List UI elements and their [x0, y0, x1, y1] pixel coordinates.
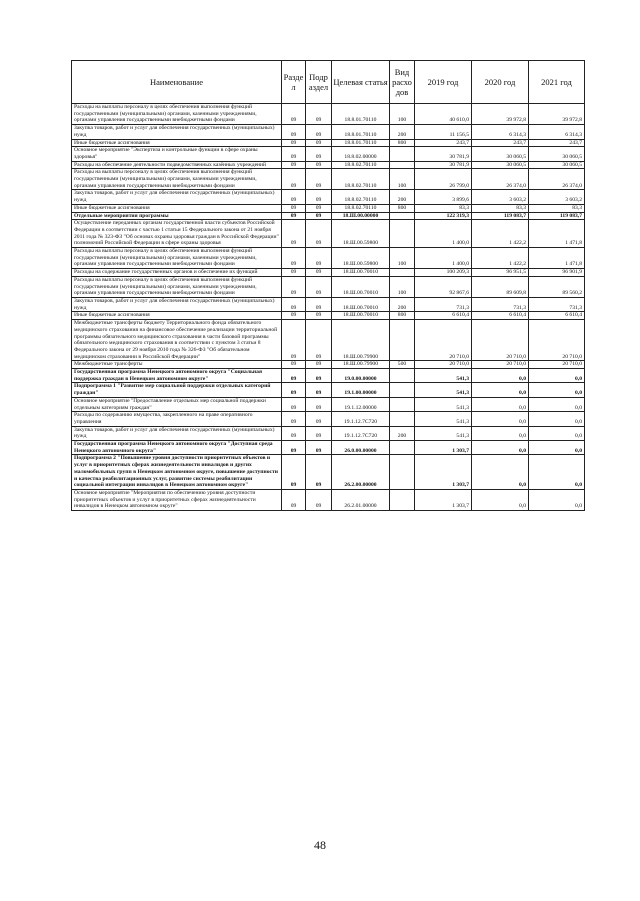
row-subsection: 09	[306, 161, 332, 169]
row-expense-type: 200	[390, 297, 415, 311]
row-value-2021: 0,0	[529, 441, 585, 455]
row-subsection: 09	[306, 220, 332, 248]
row-value-2020: 0,0	[472, 441, 529, 455]
row-section: 09	[282, 489, 306, 510]
row-name: Закупка товаров, работ и услуг для обеспечения государственных (муниципальных) нужд	[72, 190, 282, 204]
row-target-article: 18.8.02.70110	[332, 190, 390, 204]
row-expense-type: 200	[390, 426, 415, 440]
row-name: Межбюджетные трансферты	[72, 361, 282, 369]
row-value-2019: 541,3	[415, 397, 472, 411]
row-target-article: 18.8.01.70110	[332, 125, 390, 139]
row-target-article: 19.1.12.00000	[332, 397, 390, 411]
row-expense-type: 200	[390, 190, 415, 204]
row-value-2020: 1 422,2	[472, 248, 529, 269]
row-target-article: 18.8.02.70110	[332, 204, 390, 212]
table-row	[72, 397, 585, 411]
row-value-2020: 0,0	[472, 489, 529, 510]
row-value-2019: 541,3	[415, 383, 472, 397]
table-row	[72, 312, 585, 320]
row-value-2021: 731,3	[529, 297, 585, 311]
row-value-2020: 96 951,5	[472, 269, 529, 277]
row-section: 09	[282, 276, 306, 297]
row-target-article: 19.0.00.00000	[332, 369, 390, 383]
row-value-2021: 0,0	[529, 383, 585, 397]
row-expense-type: 100	[390, 248, 415, 269]
col-header-2021: 2021 год	[529, 61, 585, 104]
row-name: Межбюджетные трансферты бюджету Территориального фонда обязательного медицинского страхования на финансовое обеспечение реализации территориальной программы обязательного медицинского страхования в части базовой программы обязательного медицинского страхования в соответствии с пунктом 3 статьи 8 Федерального закона от 29 ноября 2010 года № 326-ФЗ "Об обязательном медицинском страховании в Российской Федерации"	[72, 320, 282, 361]
row-subsection: 09	[306, 269, 332, 277]
row-expense-type	[390, 455, 415, 490]
row-target-article: 18.Ш.00.59800	[332, 220, 390, 248]
row-subsection: 09	[306, 412, 332, 426]
row-value-2019: 30 781,9	[415, 161, 472, 169]
table-row	[72, 269, 585, 277]
row-expense-type	[390, 369, 415, 383]
row-value-2020: 731,3	[472, 297, 529, 311]
table-row	[72, 147, 585, 161]
row-target-article: 26.2.00.00000	[332, 455, 390, 490]
row-subsection: 09	[306, 190, 332, 204]
row-value-2020: 26 374,0	[472, 169, 529, 190]
row-subsection: 09	[306, 104, 332, 125]
row-value-2021: 30 060,5	[529, 147, 585, 161]
col-header-section: Разде л	[282, 61, 306, 104]
row-value-2020: 20 710,0	[472, 320, 529, 361]
row-section: 09	[282, 104, 306, 125]
row-value-2021: 6 314,3	[529, 125, 585, 139]
row-subsection: 09	[306, 169, 332, 190]
row-name: Отдельные мероприятия программы	[72, 212, 282, 220]
row-section: 09	[282, 248, 306, 269]
row-name: Расходы на выплаты персоналу в целях обеспечения выполнения функций государственными (муниципальными) органами, казенными учреждениями, органами управления государственными внебюджетными фондами	[72, 104, 282, 125]
row-subsection: 09	[306, 297, 332, 311]
col-header-target-article: Целевая статья	[332, 61, 390, 104]
row-section: 09	[282, 369, 306, 383]
row-value-2019: 541,3	[415, 369, 472, 383]
row-subsection: 09	[306, 147, 332, 161]
table-row	[72, 320, 585, 361]
row-expense-type: 100	[390, 276, 415, 297]
row-name: Иные бюджетные ассигнования	[72, 139, 282, 147]
row-section: 09	[282, 383, 306, 397]
table-row	[72, 297, 585, 311]
row-expense-type: 800	[390, 312, 415, 320]
row-subsection: 09	[306, 383, 332, 397]
row-subsection: 09	[306, 361, 332, 369]
row-expense-type: 100	[390, 169, 415, 190]
row-subsection: 09	[306, 125, 332, 139]
row-section: 09	[282, 361, 306, 369]
row-target-article: 18.Ш.00.70010	[332, 312, 390, 320]
table-row	[72, 204, 585, 212]
table-row	[72, 169, 585, 190]
row-expense-type: 200	[390, 125, 415, 139]
row-value-2019: 83,3	[415, 204, 472, 212]
row-expense-type: 800	[390, 204, 415, 212]
row-value-2020: 0,0	[472, 426, 529, 440]
row-name: Расходы на выплаты персоналу в целях обеспечения выполнения функций государственными (муниципальными) органами, казенными учреждениями, органами управления государственными внебюджетными фондами	[72, 169, 282, 190]
table-row	[72, 212, 585, 220]
col-header-name: Наименование	[72, 61, 282, 104]
row-target-article: 18.Ш.00.79900	[332, 361, 390, 369]
row-name: Основное мероприятие "Экспертиза и контрольные функции в сфере охраны здоровья"	[72, 147, 282, 161]
row-target-article: 18.8.01.70110	[332, 139, 390, 147]
row-target-article: 19.1.12.7С720	[332, 426, 390, 440]
row-subsection: 09	[306, 276, 332, 297]
row-section: 09	[282, 220, 306, 248]
row-value-2020: 6 610,4	[472, 312, 529, 320]
row-name: Основное мероприятие "Предоставление отдельных мер социальной поддержки отдельным категориям граждан"	[72, 397, 282, 411]
row-name: Иные бюджетные ассигнования	[72, 204, 282, 212]
row-value-2021: 20 710,0	[529, 320, 585, 361]
row-section: 09	[282, 312, 306, 320]
row-value-2020: 39 972,8	[472, 104, 529, 125]
row-value-2019: 1 303,7	[415, 489, 472, 510]
row-value-2019: 541,3	[415, 426, 472, 440]
row-value-2019: 1 400,0	[415, 248, 472, 269]
row-name: Осуществление переданных органам государственной власти субъектов Российской Федерации в соответствии с частью 1 статьи 15 Федерального закона от 21 ноября 2011 года № 323-ФЗ "Об основах охраны здоровья граждан в Российской Федерации" полномочий Российской Федерации в сфере охраны здоровья	[72, 220, 282, 248]
row-expense-type: 800	[390, 139, 415, 147]
row-section: 09	[282, 297, 306, 311]
row-section: 09	[282, 397, 306, 411]
row-name: Расходы по содержанию имущества, закрепленного на праве оперативного управления	[72, 412, 282, 426]
row-value-2020: 89 609,8	[472, 276, 529, 297]
table-row	[72, 369, 585, 383]
row-value-2021: 30 060,5	[529, 161, 585, 169]
row-expense-type	[390, 161, 415, 169]
row-value-2019: 20 710,0	[415, 320, 472, 361]
table-row	[72, 276, 585, 297]
row-subsection: 09	[306, 455, 332, 490]
row-section: 09	[282, 455, 306, 490]
row-section: 09	[282, 169, 306, 190]
row-name: Иные бюджетные ассигнования	[72, 312, 282, 320]
row-target-article: 19.1.00.00000	[332, 383, 390, 397]
col-header-2019: 2019 год	[415, 61, 472, 104]
row-section: 09	[282, 139, 306, 147]
row-target-article: 18.8.02.70110	[332, 169, 390, 190]
table-row	[72, 104, 585, 125]
row-subsection: 09	[306, 426, 332, 440]
row-value-2019: 92 867,6	[415, 276, 472, 297]
table-row	[72, 361, 585, 369]
col-header-expense-type: Вид расхо дов	[390, 61, 415, 104]
row-target-article: 26.0.00.00000	[332, 441, 390, 455]
row-expense-type	[390, 383, 415, 397]
row-target-article: 18.Ш.00.79900	[332, 320, 390, 361]
row-value-2019: 1 400,0	[415, 220, 472, 248]
col-header-subsection: Подр аздел	[306, 61, 332, 104]
row-value-2019: 11 156,5	[415, 125, 472, 139]
row-target-article: 18.Ш.00.70010	[332, 297, 390, 311]
row-value-2021: 1 471,8	[529, 248, 585, 269]
row-name: Подпрограмма 1 "Развитие мер социальной поддержки отдельных категорий граждан"	[72, 383, 282, 397]
row-subsection: 09	[306, 489, 332, 510]
row-value-2021: 1 471,8	[529, 220, 585, 248]
row-name: Закупка товаров, работ и услуг для обеспечения государственных (муниципальных) нужд	[72, 297, 282, 311]
row-value-2020: 83,3	[472, 204, 529, 212]
page-number: 48	[314, 838, 326, 852]
table-row	[72, 190, 585, 204]
row-value-2021: 0,0	[529, 369, 585, 383]
row-value-2019: 100 209,3	[415, 269, 472, 277]
row-value-2021: 39 972,8	[529, 104, 585, 125]
row-value-2020: 0,0	[472, 383, 529, 397]
row-name: Основное мероприятие "Мероприятия по обеспечению уровня доступности приоритетных объектов и услуг в приоритетных сферах жизнедеятельности инвалидов в Ненецком автономном округе"	[72, 489, 282, 510]
row-expense-type	[390, 441, 415, 455]
row-value-2019: 40 610,0	[415, 104, 472, 125]
row-value-2021: 243,7	[529, 139, 585, 147]
row-section: 09	[282, 441, 306, 455]
row-subsection: 09	[306, 204, 332, 212]
table-row	[72, 383, 585, 397]
row-name: Расходы на содержание государственных органов и обеспечение их функций	[72, 269, 282, 277]
row-value-2021: 0,0	[529, 489, 585, 510]
row-value-2019: 731,3	[415, 297, 472, 311]
row-target-article: 18.Ш.00.00000	[332, 212, 390, 220]
row-expense-type: 500	[390, 361, 415, 369]
row-name: Подпрограмма 2 "Повышение уровня доступности приоритетных объектов и услуг в приоритетных сферах жизнедеятельности инвалидов и других маломобильных групп в Ненецком автономном округе, повышение доступности и качества реабилитационных услуг, развитие системы реабилитации социальной интеграции инвалидов в Ненецком автономном округе"	[72, 455, 282, 490]
row-expense-type	[390, 489, 415, 510]
table-row	[72, 248, 585, 269]
row-name: Закупка товаров, работ и услуг для обеспечения государственных (муниципальных) нужд	[72, 125, 282, 139]
table-row	[72, 161, 585, 169]
row-value-2021: 83,3	[529, 204, 585, 212]
row-value-2020: 0,0	[472, 412, 529, 426]
row-subsection: 09	[306, 320, 332, 361]
table-row	[72, 455, 585, 490]
row-value-2021: 89 560,2	[529, 276, 585, 297]
row-value-2020: 6 314,3	[472, 125, 529, 139]
row-expense-type	[390, 220, 415, 248]
row-expense-type	[390, 269, 415, 277]
row-subsection: 09	[306, 248, 332, 269]
row-value-2019: 541,3	[415, 412, 472, 426]
row-value-2020: 30 060,5	[472, 161, 529, 169]
row-target-article: 18.8.01.70110	[332, 104, 390, 125]
row-target-article: 19.1.12.7С720	[332, 412, 390, 426]
row-name: Расходы на выплаты персоналу в целях обеспечения выполнения функций государственными (муниципальными) органами, казенными учреждениями, органами управления государственными внебюджетными фондами	[72, 248, 282, 269]
row-target-article: 26.2.01.00000	[332, 489, 390, 510]
row-value-2021: 0,0	[529, 397, 585, 411]
row-value-2019: 1 303,7	[415, 441, 472, 455]
row-expense-type	[390, 397, 415, 411]
row-subsection: 09	[306, 139, 332, 147]
row-expense-type	[390, 212, 415, 220]
row-value-2019: 26 799,0	[415, 169, 472, 190]
row-value-2021: 20 710,0	[529, 361, 585, 369]
row-value-2019: 6 610,4	[415, 312, 472, 320]
row-name: Государственная программа Ненецкого автономного округа "Доступная среда Ненецкого автономного округа"	[72, 441, 282, 455]
col-header-2020: 2020 год	[472, 61, 529, 104]
row-section: 09	[282, 147, 306, 161]
table-header-row	[72, 61, 585, 104]
row-value-2020: 20 710,0	[472, 361, 529, 369]
row-value-2019: 30 781,9	[415, 147, 472, 161]
table-row	[72, 426, 585, 440]
row-section: 09	[282, 161, 306, 169]
row-value-2019: 122 319,3	[415, 212, 472, 220]
row-section: 09	[282, 212, 306, 220]
row-name: Государственная программа Ненецкого автономного округа "Социальная поддержка граждан в Ненецком автономном округе"	[72, 369, 282, 383]
row-name: Расходы на выплаты персоналу в целях обеспечения выполнения функций государственными (муниципальными) органами, казенными учреждениями, органами управления государственными внебюджетными фондами	[72, 276, 282, 297]
row-value-2020: 30 060,5	[472, 147, 529, 161]
row-value-2021: 6 610,4	[529, 312, 585, 320]
row-section: 09	[282, 190, 306, 204]
row-value-2021: 3 603,2	[529, 190, 585, 204]
row-target-article: 18.Ш.00.59800	[332, 248, 390, 269]
row-value-2021: 96 901,9	[529, 269, 585, 277]
row-value-2020: 243,7	[472, 139, 529, 147]
row-section: 09	[282, 320, 306, 361]
row-value-2020: 0,0	[472, 397, 529, 411]
table-row	[72, 139, 585, 147]
row-target-article: 18.Ш.00.70010	[332, 269, 390, 277]
table-row	[72, 125, 585, 139]
row-target-article: 18.8.02.00000	[332, 147, 390, 161]
row-section: 09	[282, 426, 306, 440]
row-value-2021: 0,0	[529, 426, 585, 440]
row-subsection: 09	[306, 312, 332, 320]
row-target-article: 18.Ш.00.70010	[332, 276, 390, 297]
table-row	[72, 412, 585, 426]
row-value-2021: 0,0	[529, 412, 585, 426]
row-value-2020: 119 083,7	[472, 212, 529, 220]
row-expense-type	[390, 320, 415, 361]
row-value-2019: 1 303,7	[415, 455, 472, 490]
table-row	[72, 489, 585, 510]
row-value-2019: 3 899,6	[415, 190, 472, 204]
row-expense-type	[390, 147, 415, 161]
row-section: 09	[282, 412, 306, 426]
row-value-2020: 1 422,2	[472, 220, 529, 248]
row-subsection: 09	[306, 397, 332, 411]
row-subsection: 09	[306, 441, 332, 455]
row-value-2020: 0,0	[472, 455, 529, 490]
row-value-2020: 0,0	[472, 369, 529, 383]
row-expense-type	[390, 412, 415, 426]
row-name: Закупка товаров, работ и услуг для обеспечения государственных (муниципальных) нужд	[72, 426, 282, 440]
row-value-2019: 20 710,0	[415, 361, 472, 369]
row-section: 09	[282, 269, 306, 277]
row-section: 09	[282, 204, 306, 212]
budget-table	[71, 60, 585, 511]
row-target-article: 18.8.02.70110	[332, 161, 390, 169]
row-value-2021: 0,0	[529, 455, 585, 490]
row-value-2020: 3 603,2	[472, 190, 529, 204]
table-row	[72, 441, 585, 455]
row-value-2021: 26 374,0	[529, 169, 585, 190]
table-row	[72, 220, 585, 248]
row-name: Расходы на обеспечение деятельности подведомственных казённых учреждений	[72, 161, 282, 169]
row-expense-type: 100	[390, 104, 415, 125]
row-subsection: 09	[306, 212, 332, 220]
row-value-2021: 119 083,7	[529, 212, 585, 220]
row-value-2019: 243,7	[415, 139, 472, 147]
row-subsection: 09	[306, 369, 332, 383]
row-section: 09	[282, 125, 306, 139]
